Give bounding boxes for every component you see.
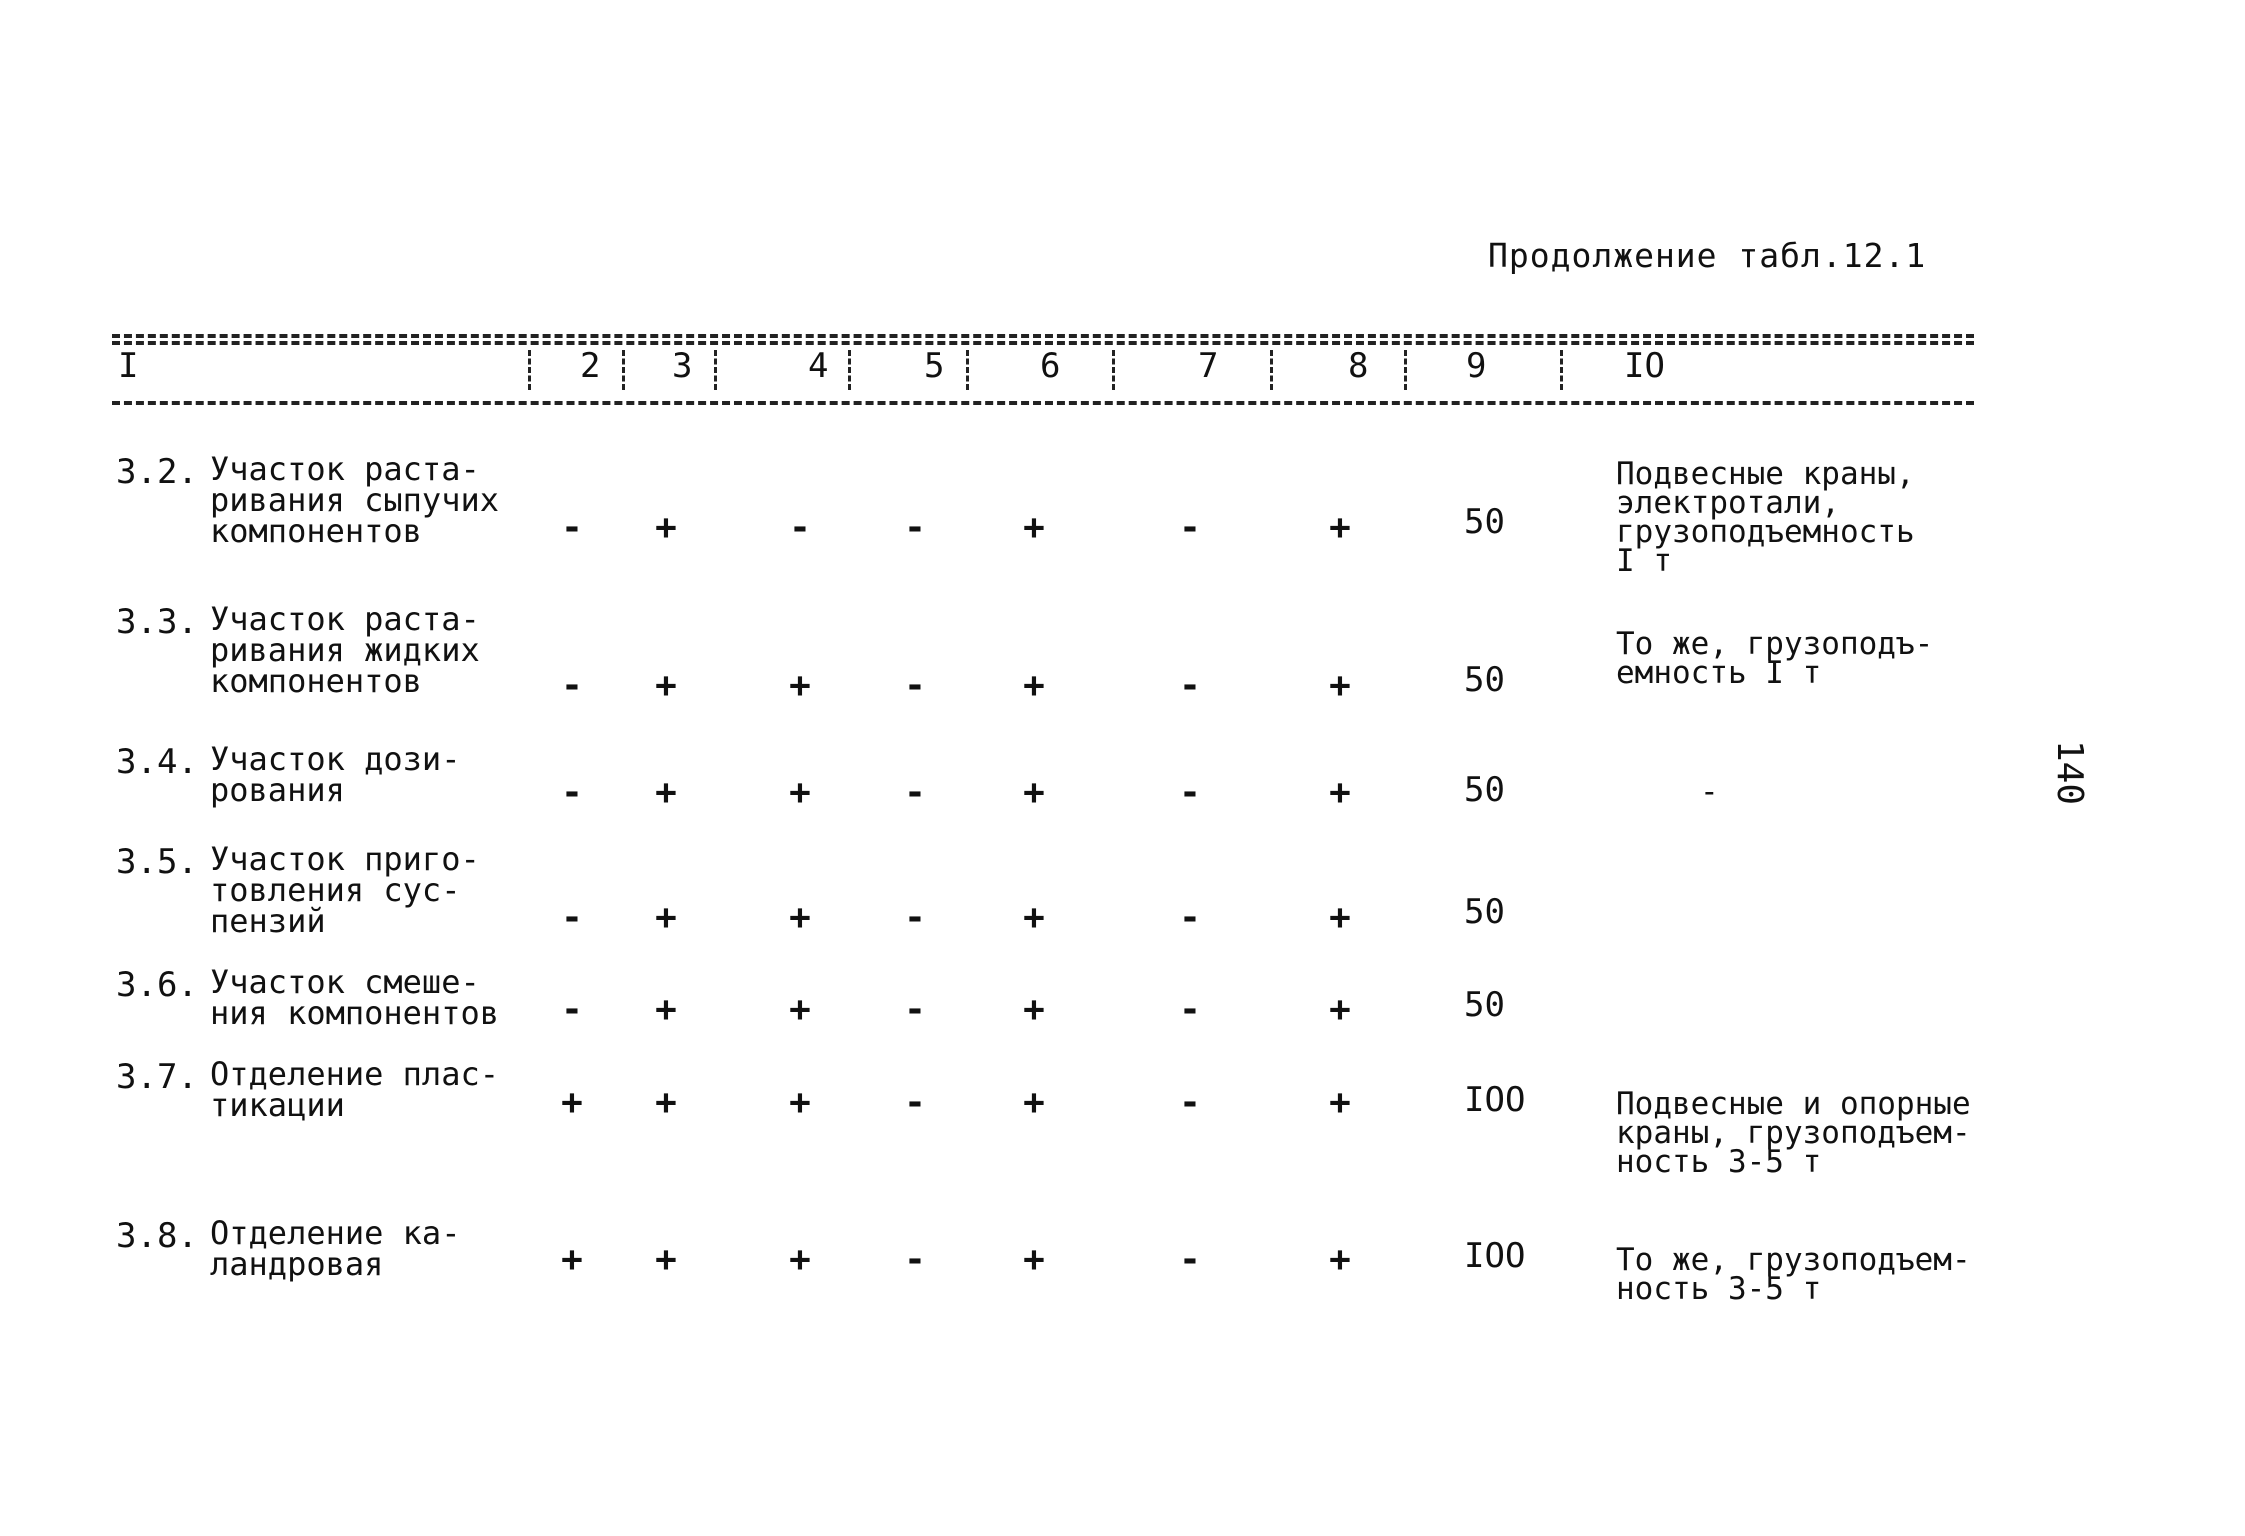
column-header-5: 5 bbox=[924, 346, 945, 386]
cell-value-col-9: IOO bbox=[1464, 1236, 1526, 1276]
column-separator bbox=[1112, 350, 1115, 390]
cell-mark-col-2: + bbox=[561, 1082, 583, 1123]
column-header-10: IO bbox=[1624, 346, 1665, 386]
cell-mark-col-2: - bbox=[561, 507, 583, 548]
column-separator bbox=[1560, 350, 1563, 390]
column-separator bbox=[1404, 350, 1407, 390]
column-separator bbox=[528, 350, 531, 390]
column-header-1: I bbox=[118, 346, 139, 386]
cell-mark-col-8: + bbox=[1329, 989, 1351, 1030]
column-header-8: 8 bbox=[1348, 346, 1369, 386]
cell-mark-col-7: - bbox=[1179, 665, 1201, 706]
cell-mark-col-2: - bbox=[561, 897, 583, 938]
cell-mark-col-8: + bbox=[1329, 772, 1351, 813]
row-name: Отделение плас- тикации bbox=[210, 1055, 499, 1124]
row-number: 3.6. bbox=[116, 965, 198, 1005]
cell-mark-col-4: - bbox=[789, 507, 811, 548]
column-separator bbox=[966, 350, 969, 390]
table-caption: Продолжение табл.12.1 bbox=[1488, 236, 1927, 275]
cell-value-col-9: 50 bbox=[1464, 660, 1505, 700]
cell-mark-col-4: + bbox=[789, 897, 811, 938]
cell-value-col-9: 50 bbox=[1464, 502, 1505, 542]
row-number: 3.7. bbox=[116, 1057, 198, 1097]
cell-value-col-9: 50 bbox=[1464, 892, 1505, 932]
cell-mark-col-3: + bbox=[655, 665, 677, 706]
row-number: 3.3. bbox=[116, 602, 198, 642]
cell-note-col-10: Подвесные краны, электротали, грузоподъемность I т bbox=[1616, 456, 1915, 579]
cell-mark-col-4: + bbox=[789, 989, 811, 1030]
cell-mark-col-7: - bbox=[1179, 1239, 1201, 1280]
row-name: Участок дози- рования bbox=[210, 740, 461, 809]
cell-mark-col-8: + bbox=[1329, 1082, 1351, 1123]
cell-mark-col-5: - bbox=[904, 772, 926, 813]
cell-mark-col-6: + bbox=[1023, 665, 1045, 706]
column-separator bbox=[848, 350, 851, 390]
cell-mark-col-5: - bbox=[904, 897, 926, 938]
row-name: Участок приго- товления сус- пензий bbox=[210, 840, 480, 940]
cell-note-col-10: То же, грузоподъем- ность 3-5 т bbox=[1616, 1242, 1971, 1307]
cell-value-col-9: 50 bbox=[1464, 770, 1505, 810]
cell-mark-col-3: + bbox=[655, 1239, 677, 1280]
cell-mark-col-4: + bbox=[789, 772, 811, 813]
cell-mark-col-8: + bbox=[1329, 665, 1351, 706]
column-header-7: 7 bbox=[1198, 346, 1219, 386]
cell-mark-col-6: + bbox=[1023, 772, 1045, 813]
column-header-9: 9 bbox=[1466, 346, 1487, 386]
cell-mark-col-3: + bbox=[655, 507, 677, 548]
cell-mark-col-7: - bbox=[1179, 772, 1201, 813]
cell-mark-col-2: - bbox=[561, 772, 583, 813]
cell-mark-col-5: - bbox=[904, 1239, 926, 1280]
row-number: 3.8. bbox=[116, 1216, 198, 1256]
page-number: 140 bbox=[2049, 740, 2090, 806]
cell-note-col-10: Подвесные и опорные краны, грузоподъем- ность 3-5 т bbox=[1616, 1086, 1971, 1180]
cell-value-col-9: 50 bbox=[1464, 985, 1505, 1025]
column-separator bbox=[1270, 350, 1273, 390]
cell-mark-col-8: + bbox=[1329, 1239, 1351, 1280]
column-separator bbox=[622, 350, 625, 390]
cell-mark-col-6: + bbox=[1023, 1082, 1045, 1123]
cell-mark-col-5: - bbox=[904, 989, 926, 1030]
cell-mark-col-8: + bbox=[1329, 507, 1351, 548]
row-number: 3.4. bbox=[116, 742, 198, 782]
cell-mark-col-3: + bbox=[655, 772, 677, 813]
row-name: Участок смеше- ния компонентов bbox=[210, 963, 499, 1032]
rule-top-1 bbox=[112, 334, 1974, 338]
row-number: 3.5. bbox=[116, 842, 198, 882]
cell-mark-col-4: + bbox=[789, 665, 811, 706]
rule-header-bottom bbox=[112, 401, 1974, 405]
column-header-4: 4 bbox=[808, 346, 829, 386]
cell-mark-col-7: - bbox=[1179, 1082, 1201, 1123]
cell-mark-col-4: + bbox=[789, 1082, 811, 1123]
cell-mark-col-2: - bbox=[561, 665, 583, 706]
column-header-3: 3 bbox=[672, 346, 693, 386]
row-name: Отделение ка- ландровая bbox=[210, 1214, 461, 1283]
cell-mark-col-4: + bbox=[789, 1239, 811, 1280]
cell-note-col-10: То же, грузоподъ- емность I т bbox=[1616, 626, 1934, 691]
cell-mark-col-7: - bbox=[1179, 897, 1201, 938]
cell-mark-col-5: - bbox=[904, 507, 926, 548]
row-name: Участок раста- ривания жидких компонентов bbox=[210, 600, 480, 700]
rule-top-2 bbox=[112, 341, 1974, 345]
cell-mark-col-6: + bbox=[1023, 1239, 1045, 1280]
cell-mark-col-3: + bbox=[655, 897, 677, 938]
row-name: Участок раста- ривания сыпучих компонентов bbox=[210, 450, 499, 550]
cell-mark-col-2: + bbox=[561, 1239, 583, 1280]
cell-mark-col-5: - bbox=[904, 665, 926, 706]
cell-mark-col-8: + bbox=[1329, 897, 1351, 938]
cell-value-col-9: IOO bbox=[1464, 1080, 1526, 1120]
cell-note-col-10: - bbox=[1700, 774, 1719, 810]
cell-mark-col-6: + bbox=[1023, 507, 1045, 548]
column-header-2: 2 bbox=[580, 346, 601, 386]
cell-mark-col-7: - bbox=[1179, 507, 1201, 548]
cell-mark-col-6: + bbox=[1023, 897, 1045, 938]
cell-mark-col-3: + bbox=[655, 989, 677, 1030]
cell-mark-col-7: - bbox=[1179, 989, 1201, 1030]
column-header-6: 6 bbox=[1040, 346, 1061, 386]
cell-mark-col-6: + bbox=[1023, 989, 1045, 1030]
row-number: 3.2. bbox=[116, 452, 198, 492]
cell-mark-col-2: - bbox=[561, 989, 583, 1030]
column-separator bbox=[714, 350, 717, 390]
cell-mark-col-3: + bbox=[655, 1082, 677, 1123]
cell-mark-col-5: - bbox=[904, 1082, 926, 1123]
